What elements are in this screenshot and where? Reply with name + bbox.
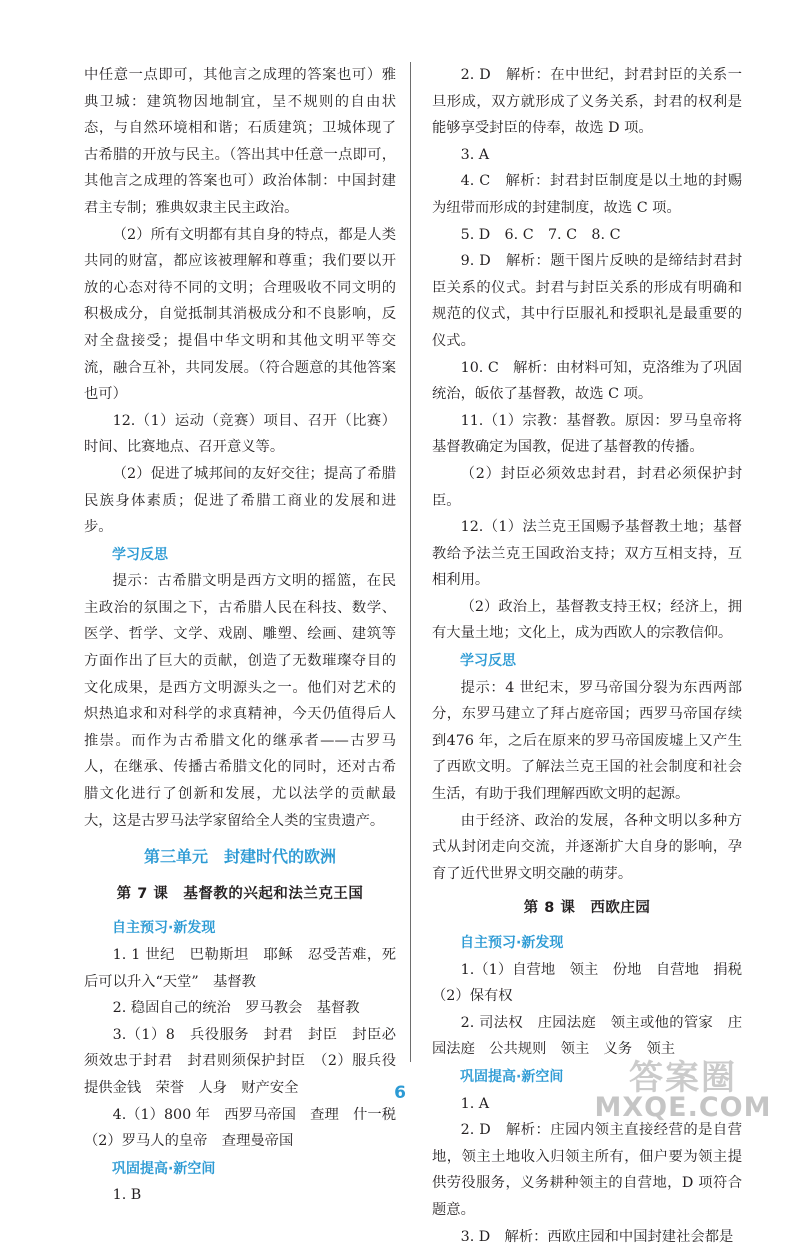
watermark-url: MXQE.COM bbox=[594, 1092, 772, 1123]
answer-item: 10. C 解析：由材料可知，克洛维为了巩固统治，皈依了基督教，故选 C 项。 bbox=[432, 359, 742, 403]
answer-item: 5. D 6. C 7. C 8. C bbox=[460, 226, 621, 243]
answer-item: 1. A bbox=[460, 1095, 490, 1112]
column-divider bbox=[410, 62, 411, 1062]
answer-item: 4. C 解析：封君封臣制度是以土地的封赐为纽带而形成的封建制度，故选 C 项。 bbox=[432, 173, 742, 216]
watermark-logo: 答案圈 bbox=[629, 1058, 737, 1098]
section-heading-preview: 自主预习·新发现 bbox=[460, 935, 564, 951]
answer-item: 2. D 解析：在中世纪，封君封臣的关系一旦形成，双方就形成了义务关系，封君的权利是能够享受封臣的侍奉，故选 D 项。 bbox=[432, 67, 742, 137]
answer-item: 4.（1）800 年 西罗马帝国 查理 什一税 （2）罗马人的皇帝 查理曼帝国 bbox=[84, 1106, 411, 1150]
answer-item: 2. 稳固自己的统治 罗马教会 基督教 bbox=[112, 1000, 360, 1017]
answer-item: （2）封臣必须效忠封君，封君必须保护封臣。 bbox=[432, 465, 742, 509]
reflection-paragraph: 提示：古希腊文明是西方文明的摇篮，在民主政治的氛围之下，古希腊人民在科技、数学、医学、哲学、文学、戏剧、雕塑、绘画、建筑等方面作出了巨大的贡献，创造了无数璀璨夺目的文化成果，是西方文明源头之一。他们对艺术的炽热追求和对科学的求真精神，今天仍值得后人推崇。而作为古希腊文化的继承者——古罗马人，在继承、传播古希腊文化的同时，还对古希腊文化进行了创新和发展，尤以法学的贡献最大，这是古罗马法学家留给全人类的宝贵遗产。 bbox=[84, 573, 396, 829]
answer-item: 3.（1）8 兵役服务 封君 封臣 封臣必须效忠于封君 封君则须保护封臣 （2）服兵役 提供金钱 荣誉 人身 财产安全 bbox=[84, 1026, 411, 1096]
section-heading-preview: 自主预习·新发现 bbox=[112, 920, 216, 937]
answer-item: 2. D 解析：庄园内领主直接经营的是自营地，领主土地收入归领主所有，佃户要为领主提供劳役服务，义务耕种领主的自营地，D 项符合题意。 bbox=[432, 1122, 742, 1218]
answer-item: 1.（1）自营地 领主 份地 自营地 捐税 （2）保有权 bbox=[432, 961, 757, 1005]
unit-title: 第三单元 封建时代的欧洲 bbox=[143, 847, 336, 867]
answer-item: 12.（1）法兰克王国赐予基督教土地；基督教给予法兰克王国政治支持；双方互相支持，互相利用。 bbox=[432, 519, 742, 589]
answer-item: 1. B bbox=[112, 1187, 142, 1204]
section-heading-reflection: 学习反思 bbox=[460, 653, 516, 670]
lesson-title: 第 7 课 基督教的兴起和法兰克王国 bbox=[116, 885, 364, 902]
left-column bbox=[84, 62, 411, 1209]
answer-paragraph: 12.（1）运动（竞赛）项目、召开（比赛）时间、比赛地点、召开意义等。 bbox=[84, 412, 396, 456]
answer-paragraph: （2）促进了城邦间的友好交往；提高了希腊民族身体素质；促进了希腊工商业的发展和进步。 bbox=[84, 465, 396, 536]
watermark bbox=[572, 1050, 794, 1126]
reflection-paragraph: 提示：4 世纪末，罗马帝国分裂为东西两部分，东罗马建立了拜占庭帝国；西罗马帝国存续到476 年，之后在原来的罗马帝国废墟上又产生了西欧文明。了解法兰克王国的社会制度和社会生活，有助于我们理解西欧文明的起源。 bbox=[432, 679, 742, 803]
answer-paragraph: （2）所有文明都有其自身的特点，都是人类共同的财富，都应该被理解和尊重；我们要以开放的心态对待不同的文明；合理吸收不同文明的积极成分，自觉抵制其消极成分和不良影响，反对全盘接受；提倡中华文明和其他文明平等交流，融合互补，共同发展。（符合题意的其他答案也可） bbox=[84, 226, 396, 403]
section-heading-consolidate: 巩固提高·新空间 bbox=[112, 1160, 216, 1177]
answer-item: 2. 司法权 庄园法庭 领主或他的管家 庄园法庭 公共规则 领主 义务 领主 bbox=[432, 1014, 742, 1058]
section-heading-consolidate: 巩固提高·新空间 bbox=[460, 1068, 564, 1085]
answer-item: 1. 1 世纪 巴勒斯坦 耶稣 忍受苦难，死后可以升入“天堂” 基督教 bbox=[84, 947, 396, 990]
answer-item: （2）政治上，基督教支持王权；经济上，拥有大量土地；文化上，成为西欧人的宗教信仰。 bbox=[432, 598, 742, 642]
page-number: 6 bbox=[394, 1083, 406, 1103]
answer-item: 11.（1）宗教：基督教。原因：罗马皇帝将基督教确定为国教，促进了基督教的传播。 bbox=[432, 412, 742, 456]
lesson-title: 第 8 课 西欧庄园 bbox=[523, 900, 651, 917]
reflection-paragraph: 由于经济、政治的发展，各种文明以多种方式从封闭走向交流，并逐渐扩大自身的影响，孕育了近代世界文明交融的萌芽。 bbox=[432, 812, 742, 882]
answer-item: 3. A bbox=[460, 146, 490, 163]
section-heading-reflection: 学习反思 bbox=[112, 546, 168, 563]
answer-paragraph: 中任意一点即可，其他言之成理的答案也可）雅典卫城：建筑物因地制宜，呈不规则的自由状态，与自然环境相和谐；石质建筑；卫城体现了古希腊的开放与民主。（答出其中任意一点即可，其他言之成理的答案也可）政治体制：中国封建君主专制；雅典奴隶主民主政治。 bbox=[84, 67, 396, 216]
answer-item: 3. D 解析：西欧庄园和中国封建社会都是 bbox=[460, 1228, 734, 1245]
answer-item: 9. D 解析：题干图片反映的是缔结封君封臣关系的仪式。封君与封臣关系的形成有明确和规范的仪式，其中行臣服礼和授职礼是最重要的仪式。 bbox=[432, 253, 742, 349]
